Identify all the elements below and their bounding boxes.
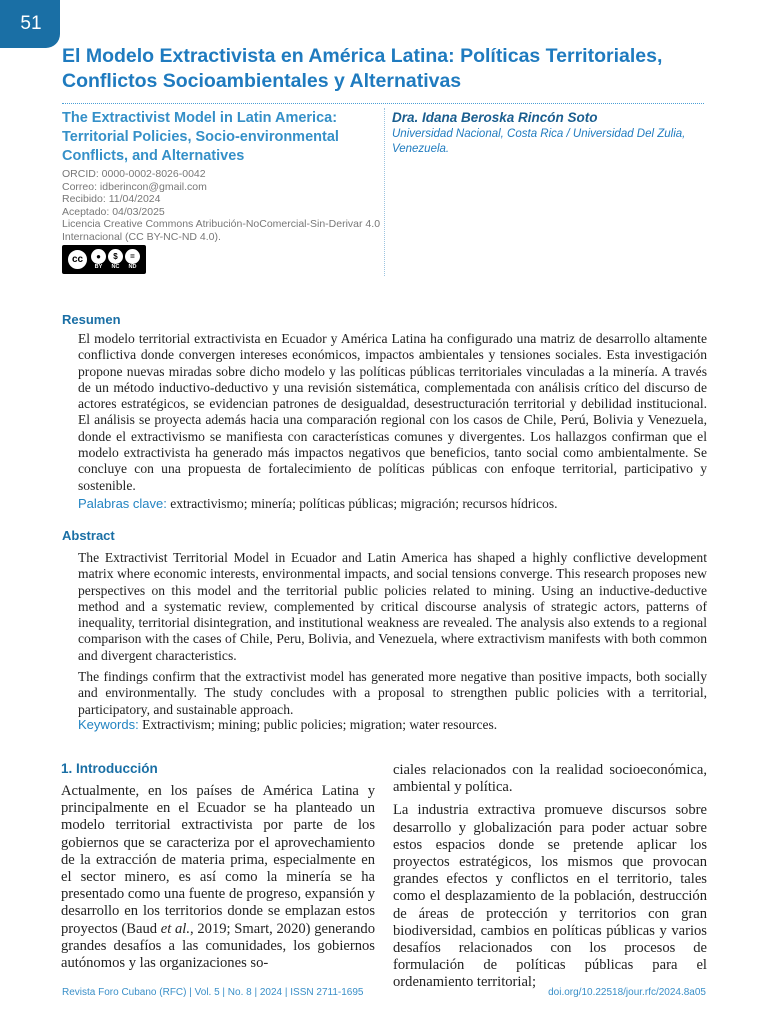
intro-heading: 1. Introducción: [61, 761, 158, 776]
nc-noncommercial-icon: $ NC: [108, 249, 123, 271]
abstract-heading: Abstract: [62, 528, 115, 543]
body-column-left: [61, 783, 375, 978]
palabras-clave: [78, 496, 718, 512]
author-affiliation: Universidad Nacional, Costa Rica / Universidad Del Zulia, Venezuela.: [392, 128, 686, 155]
intro-paragraph-1-continued: ciales relacionados con la realidad socioeconómica, ambiental y política.: [393, 762, 707, 796]
intro-paragraph-1: Actualmente, en los países de América Latina y principalmente en el Ecuador se ha planteado un modelo territorial extractivista por parte de los gobiernos que se caracteriza por el aprovechamiento de la extracción de materia prima, especialmente en el sector minero, es así como la minería se ha presentado como una fuente de progreso, expansión y desarrollo en los territorios donde se emplazan estos proyectos (Baud et al., 2019; Smart, 2020) generando grandes desafíos a las comunidades, los gobiernos autónomos y las organizaciones so-: [61, 783, 375, 972]
palabras-clave-label: Palabras clave:: [78, 496, 167, 511]
abstract-text: [78, 550, 707, 723]
title-divider: [62, 103, 704, 104]
column-divider: [384, 108, 385, 276]
keywords: [78, 717, 718, 733]
received-date: Recibido: 11/04/2024: [62, 193, 161, 205]
accepted-date: Aceptado: 04/03/2025: [62, 205, 165, 218]
email-line[interactable]: Correo: idberincon@gmail.com: [62, 180, 207, 193]
footer-doi-link[interactable]: doi.org/10.22518/jour.rfc/2024.8a05: [548, 987, 706, 998]
keywords-label: Keywords:: [78, 717, 139, 732]
palabras-clave-values: extractivismo; minería; políticas públicas; migración; recursos hídricos.: [166, 496, 558, 511]
cc-license-badge[interactable]: [62, 245, 146, 274]
license-text: Licencia Creative Commons Atribución-NoComercial-Sin-Derivar 4.0 Internacional (CC BY-NC-ND 4.0).: [62, 218, 381, 243]
resumen-text: El modelo territorial extractivista en Ecuador y América Latina ha configurado una matriz de desarrollo altamente conflictiva donde convergen intereses económicos, impactos ambientales y tensiones sociales. Esta investigación propone nuevas miradas sobre dicho modelo y las políticas públicas territoriales vinculadas a la minería. A través de un método inductivo-deductivo y una revisión sistemática, complementada con análisis crítico del discurso de actores estratégicos, se evidencian patrones de desigualdad, desestructuración territorial y debilidad institucional. El análisis se proyecta además hacia una comparación regional con los casos de Chile, Perú, Bolivia y Venezuela, donde el extractivismo se manifiesta con características comunes y divergentes. Los hallazgos confirman que el modelo extractivista ha generado más impactos negativos que beneficios, tanto social como ambientalmente. Se concluye con una propuesta de fortalecimiento de políticas públicas con enfoque territorial, participativo y sostenible.: [78, 331, 707, 493]
article-title-en: The Extractivist Model in Latin America: Territorial Policies, Socio-environmental Conflicts, and Alternatives: [62, 110, 339, 164]
article-title-es: El Modelo Extractivista en América Latina: Políticas Territoriales, Conflictos Socioambientales y Alternativas: [62, 45, 663, 92]
orcid-line[interactable]: ORCID: 0000-0002-8026-0042: [62, 168, 206, 180]
resumen-heading: Resumen: [62, 312, 121, 327]
by-attribution-icon: ● BY: [91, 249, 106, 271]
intro-paragraph-2: La industria extractiva promueve discursos sobre desarrollo y globalización para poder actuar sobre estos espacios donde se pretende aplicar los proyectos estratégicos, los mismos que provocan grandes efectos y conflictos en el territorio, tales como el desplazamiento de la población, destrucción de áreas de protección y territorios con gran biodiversidad, cambios en políticas públicas y varios desafíos relacionados con los procesos de formulación de políticas públicas para el ordenamiento territorial;: [393, 802, 707, 991]
keywords-values: Extractivism; mining; public policies; migration; water resources.: [138, 717, 498, 732]
cc-icon: cc: [66, 248, 89, 271]
abstract-paragraph-2: The findings confirm that the extractivist model has generated more negative than positive impacts, both socially and environmentally. The study concludes with a proposal to strengthen public policies with a territorial, participatory, and sustainable approach.: [78, 669, 707, 717]
body-column-right: [393, 762, 707, 998]
page-number-badge: 51: [0, 0, 60, 48]
author-name: Dra. Idana Beroska Rincón Soto: [392, 110, 598, 125]
footer-journal-info: Revista Foro Cubano (RFC) | Vol. 5 | No. 8 | 2024 | ISSN 2711-1695: [62, 987, 364, 998]
article-metadata: [62, 168, 382, 243]
abstract-paragraph-1: The Extractivist Territorial Model in Ecuador and Latin America has shaped a highly conflictive development matrix where economic interests, environmental impacts, and social tensions converge. This research proposes new perspectives on this model and the territorial public policies related to mining. Using an inductive-deductive method and a systematic review, complemented by critical discourse analysis of strategic actors, patterns of inequality, territorial disintegration, and institutional weakness are revealed. The analysis also extends to a regional comparison with the cases of Chile, Peru, Bolivia, and Venezuela, where extractivism manifests with both common and divergent characteristics.: [78, 550, 707, 663]
nd-noderivatives-icon: = ND: [125, 249, 140, 271]
